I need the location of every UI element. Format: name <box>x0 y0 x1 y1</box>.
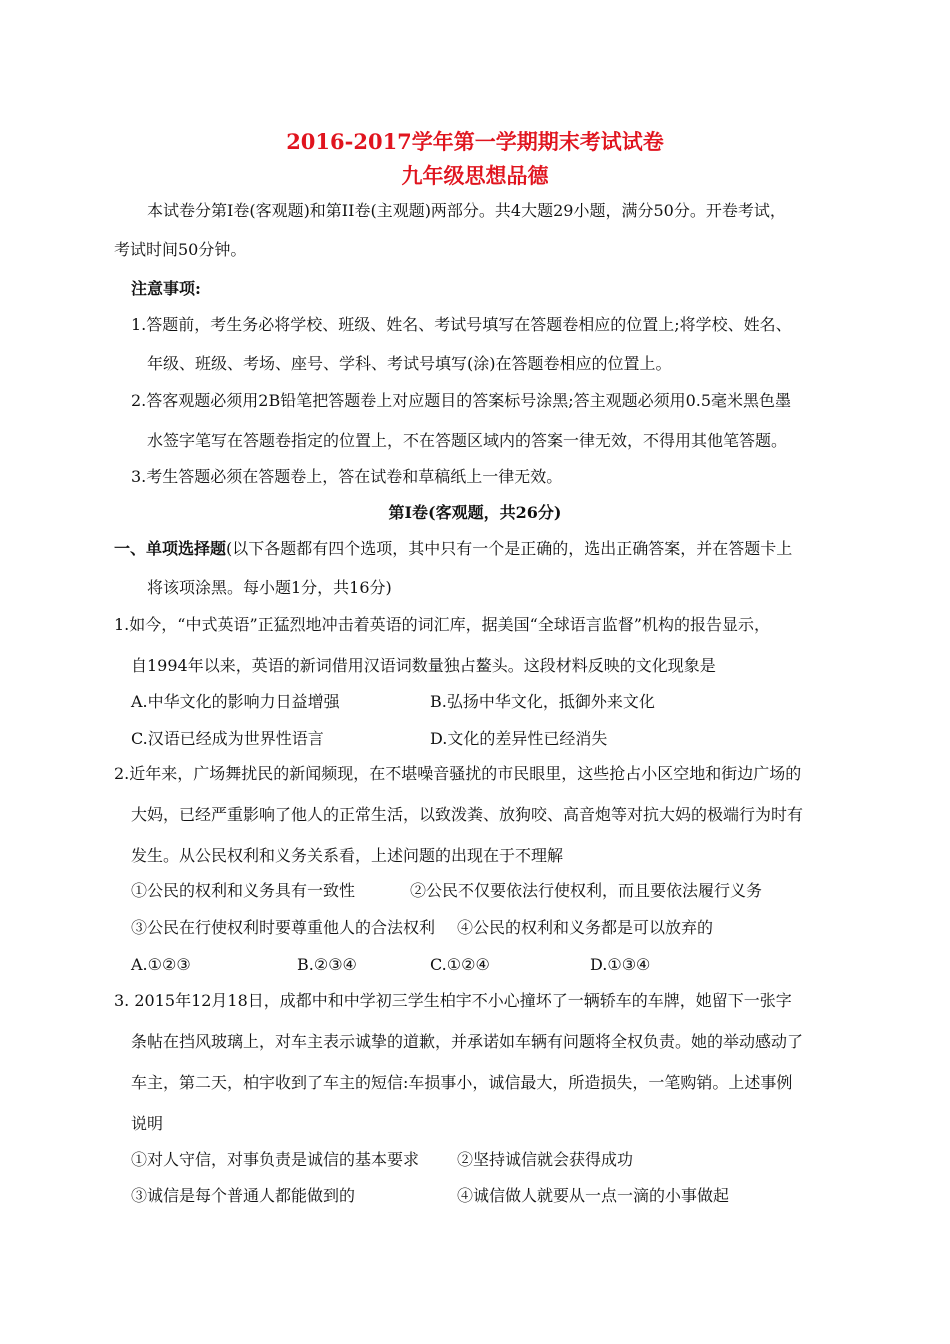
q3-line-3: 车主，第二天，柏宇收到了车主的短信:车损事小，诚信最大，所造损失，一笔购销。上述事例 <box>131 1073 793 1092</box>
q1-option-d: D.文化的差异性已经消失 <box>430 729 608 748</box>
q3-statement-4: ④诚信做人就要从一点一滴的小事做起 <box>457 1186 730 1205</box>
q2-option-a: A.①②③ <box>131 955 191 974</box>
q3-statement-3: ③诚信是每个普通人都能做到的 <box>131 1186 356 1205</box>
q2-option-b: B.②③④ <box>297 955 357 974</box>
q1-option-c: C.汉语已经成为世界性语言 <box>131 729 324 748</box>
note-1-line-1: 1.答题前，考生务必将学校、班级、姓名、考试号填写在答题卷相应的位置上;将学校、姓名、 <box>131 315 792 334</box>
q1-line-1: 1.如今，“中式英语”正猛烈地冲击着英语的词汇库，据美国“全球语言监督”机构的报告显示， <box>114 615 770 634</box>
note-2-line-1: 2.答客观题必须用2B铅笔把答题卷上对应题目的答案标号涂黑;答主观题必须用0.5毫米黑色墨 <box>131 391 792 410</box>
q2-line-2: 大妈，已经严重影响了他人的正常生活，以致泼粪、放狗咬、高音炮等对抗大妈的极端行为时有 <box>131 805 804 824</box>
exam-title: 2016-2017学年第一学期期末考试试卷 <box>286 129 664 154</box>
q3-statement-1: ①对人守信，对事负责是诚信的基本要求 <box>131 1150 420 1169</box>
exam-subtitle: 九年级思想品德 <box>401 163 549 188</box>
q1-line-2: 自1994年以来，英语的新词借用汉语词数量独占鳌头。这段材料反映的文化现象是 <box>131 656 716 675</box>
section-1-desc: (以下各题都有四个选项，其中只有一个是正确的，选出正确答案，并在答题卡上 <box>226 539 793 558</box>
q2-statement-1: ①公民的权利和义务具有一致性 <box>131 881 356 900</box>
section-1-heading: 一、单项选择题 <box>114 539 227 558</box>
notes-heading: 注意事项: <box>131 279 201 298</box>
note-2-line-2: 水签字笔写在答题卷指定的位置上，不在答题区域内的答案一律无效，不得用其他笔答题。 <box>147 431 788 450</box>
q3-line-2: 条帖在挡风玻璃上，对车主表示诚挚的道歉，并承诺如车辆有问题将全权负责。她的举动感动了 <box>131 1032 804 1051</box>
part-1-heading: 第Ⅰ卷(客观题，共26分) <box>388 503 562 522</box>
q2-line-1: 2.近年来，广场舞扰民的新闻频现，在不堪噪音骚扰的市民眼里，这些抢占小区空地和街边广场的 <box>114 764 802 783</box>
q2-statement-2: ②公民不仅要依法行使权利，而且要依法履行义务 <box>410 881 763 900</box>
q2-option-d: D.①③④ <box>590 955 651 974</box>
q3-statement-2: ②坚持诚信就会获得成功 <box>457 1150 634 1169</box>
note-1-line-2: 年级、班级、考场、座号、学科、考试号填写(涂)在答题卷相应的位置上。 <box>147 354 672 373</box>
intro-line-1: 本试卷分第Ⅰ卷(客观题)和第II卷(主观题)两部分。共4大题29小题，满分50分。开卷考试， <box>147 201 786 220</box>
q1-option-a: A.中华文化的影响力日益增强 <box>131 692 340 711</box>
intro-line-2: 考试时间50分钟。 <box>114 240 247 259</box>
note-3: 3.考生答题必须在答题卷上，答在试卷和草稿纸上一律无效。 <box>131 467 563 486</box>
q2-statement-3: ③公民在行使权利时要尊重他人的合法权利 <box>131 918 436 937</box>
section-1-line-2: 将该项涂黑。每小题1分，共16分) <box>147 578 392 597</box>
q2-option-c: C.①②④ <box>430 955 490 974</box>
q3-line-4: 说明 <box>131 1114 164 1133</box>
q3-line-1: 3. 2015年12月18日，成都中和中学初三学生柏宇不小心撞坏了一辆轿车的车牌，她留下一张字 <box>114 991 792 1010</box>
q1-option-b: B.弘扬中华文化，抵御外来文化 <box>430 692 655 711</box>
section-1-line-1 <box>114 538 792 560</box>
q2-line-3: 发生。从公民权利和义务关系看，上述问题的出现在于不理解 <box>131 846 564 865</box>
q2-statement-4: ④公民的权利和义务都是可以放弃的 <box>457 918 714 937</box>
